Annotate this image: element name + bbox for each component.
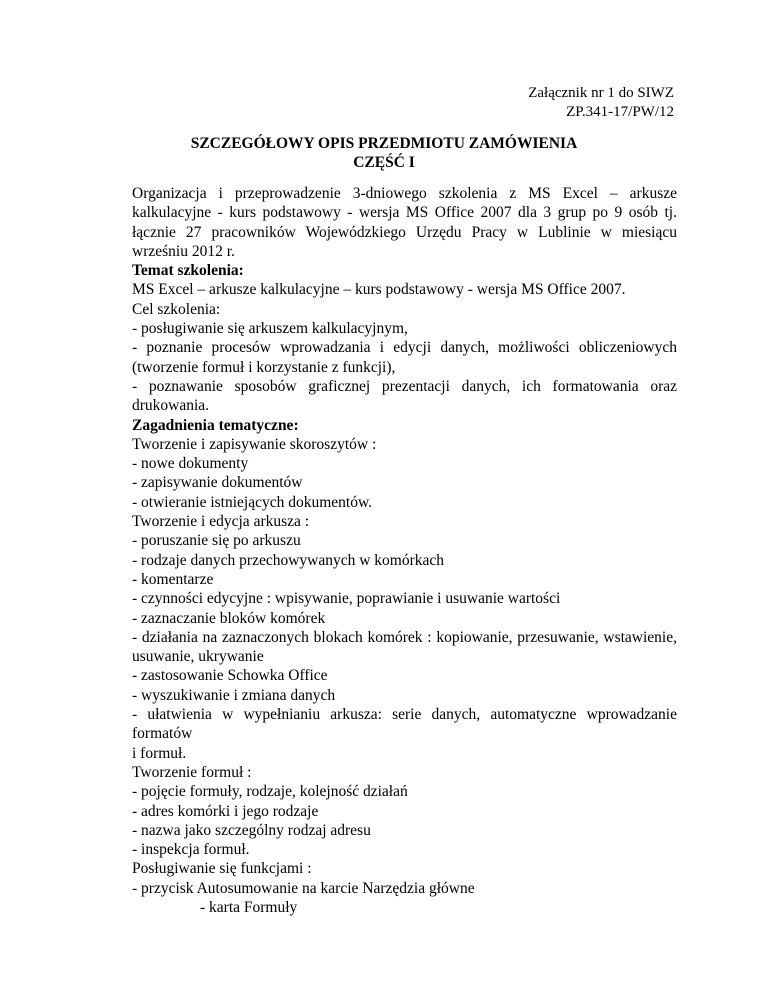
list-item: - przycisk Autosumowanie na karcie Narzędzia główne [132, 879, 475, 897]
list-item: - rodzaje danych przechowywanych w komórkach [132, 551, 445, 569]
list-item: - wyszukiwanie i zmiana danych [132, 686, 336, 704]
list-item: - nazwa jako szczególny rodzaj adresu [132, 821, 371, 839]
goal-item: - poznawanie sposobów graficznej prezentacji danych, ich formatowania oraz drukowania. [132, 377, 677, 415]
list-item: - działania na zaznaczonych blokach komórek : kopiowanie, przesuwanie, wstawienie, usuwanie, ukrywanie [132, 628, 677, 666]
attachment-label: Załącznik nr 1 do SIWZ [528, 85, 674, 101]
reference-number: ZP.341-17/PW/12 [566, 104, 674, 120]
list-item: Posługiwanie się funkcjami : [132, 860, 312, 878]
list-item: - zastosowanie Schowka Office [132, 667, 328, 685]
document-title [0, 134, 768, 172]
title-line-2: CZĘŚĆ I [353, 154, 415, 171]
title-line-1: SZCZEGÓŁOWY OPIS PRZEDMIOTU ZAMÓWIENIA [190, 135, 578, 152]
list-item: - karta Formuły [200, 898, 298, 916]
document-body [132, 184, 677, 917]
list-item: - otwieranie istniejących dokumentów. [132, 493, 373, 511]
list-item: - zaznaczanie bloków komórek [132, 609, 326, 627]
issues-heading: Zagadnienia tematyczne: [132, 416, 299, 434]
list-item: Tworzenie i zapisywanie skoroszytów : [132, 435, 377, 453]
list-item: Tworzenie i edycja arkusza : [132, 513, 310, 531]
list-item: - inspekcja formuł. [132, 841, 250, 859]
topic-text: MS Excel – arkusze kalkulacyjne – kurs podstawowy - wersja MS Office 2007. [132, 281, 626, 299]
goal-heading: Cel szkolenia: [132, 300, 221, 318]
list-item: i formuł. [132, 744, 187, 762]
list-item: - ułatwienia w wypełnianiu arkusza: serie danych, automatyczne wprowadzanie formatów [132, 706, 677, 743]
list-item: - czynności edycyjne : wpisywanie, poprawianie i usuwanie wartości [132, 590, 561, 608]
list-item: - adres komórki i jego rodzaje [132, 802, 319, 820]
list-item: - zapisywanie dokumentów [132, 474, 303, 492]
topic-heading: Temat szkolenia: [132, 262, 244, 280]
attachment-header [528, 84, 674, 122]
goal-item: - poznanie procesów wprowadzania i edycji danych, możliwości obliczeniowych (tworzenie formuł i korzystanie z funkcji), [132, 339, 677, 376]
list-item: Tworzenie formuł : [132, 763, 252, 781]
intro-paragraph: Organizacja i przeprowadzenie 3-dniowego szkolenia z MS Excel – arkusze kalkulacyjne - kurs podstawowy - wersja MS Office 2007 dla 3 grup po 9 osób tj. łącznie 27 pracowników Wojewódzkiego Urzędu Pracy w Lublinie w miesiącu wrześniu 2012 r. [132, 185, 677, 260]
list-item: - poruszanie się po arkuszu [132, 532, 301, 550]
list-item: - komentarze [132, 570, 214, 588]
list-item: - pojęcie formuły, rodzaje, kolejność działań [132, 783, 408, 801]
list-item: - nowe dokumenty [132, 455, 249, 473]
goal-item: - posługiwanie się arkuszem kalkulacyjnym, [132, 320, 408, 338]
